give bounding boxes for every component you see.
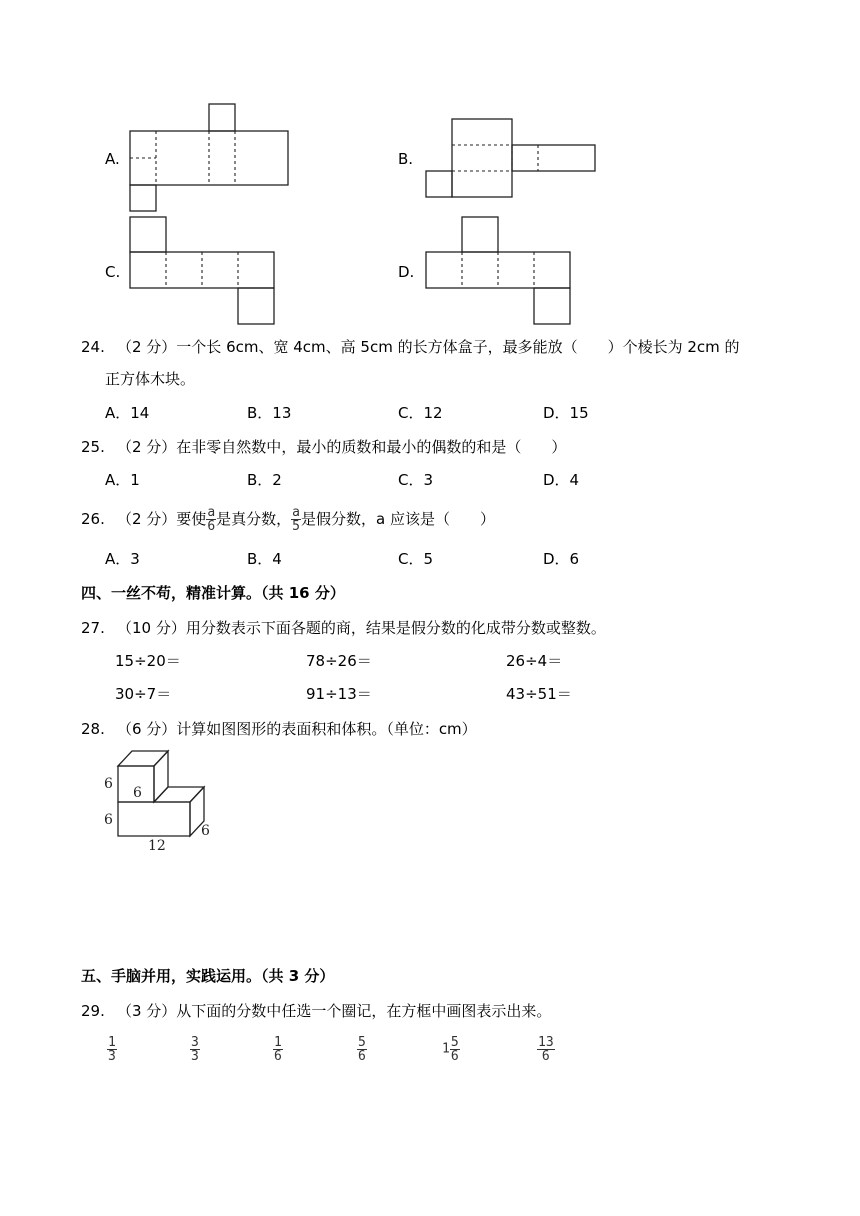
q28-label-bottom: 12 bbox=[148, 838, 166, 854]
q29-fraction-4[interactable]: $\frac{5}{6}$ bbox=[358, 1035, 366, 1064]
q24-number: 24. bbox=[81, 338, 105, 356]
section-5-title: 五、手脑并用，实践运用。（共 3 分） bbox=[81, 967, 335, 985]
q25-option-d[interactable]: D．4 bbox=[543, 471, 580, 489]
q26-fraction-a-over-6: $\frac{a}{6}$ bbox=[207, 505, 216, 534]
q27-item-4: 30÷7＝ bbox=[115, 685, 172, 703]
q26-option-d[interactable]: D．6 bbox=[543, 550, 580, 568]
q29-fraction-6[interactable]: $\frac{13}{6}$ bbox=[538, 1035, 554, 1064]
q26-option-a[interactable]: A．3 bbox=[105, 550, 140, 568]
q26-fraction-a-over-5: $\frac{a}{5}$ bbox=[292, 505, 300, 534]
q25-number: 25. bbox=[81, 438, 105, 456]
q29-fraction-3[interactable]: $\frac{1}{6}$ bbox=[274, 1035, 282, 1064]
q25-option-b[interactable]: B．2 bbox=[247, 471, 282, 489]
q24-option-a[interactable]: A．14 bbox=[105, 404, 150, 422]
q26-option-c[interactable]: C．5 bbox=[398, 550, 434, 568]
q24-text-line2: 正方体木块。 bbox=[105, 370, 196, 388]
q24-option-d[interactable]: D．15 bbox=[543, 404, 589, 422]
q24-option-b[interactable]: B．13 bbox=[247, 404, 292, 422]
q26-number: 26. bbox=[81, 510, 105, 528]
q24-text-line1: （2 分）一个长 6cm、宽 4cm、高 5cm 的长方体盒子，最多能放（ ）个棱长为 2cm 的 bbox=[117, 338, 740, 356]
q25-option-c[interactable]: C．3 bbox=[398, 471, 434, 489]
q28-number: 28. bbox=[81, 720, 105, 738]
q27-item-3: 26÷4＝ bbox=[506, 652, 563, 670]
option-b-label: B. bbox=[398, 150, 414, 168]
q28-label-cube-front: 6 bbox=[133, 785, 142, 801]
q26-option-b[interactable]: B．4 bbox=[247, 550, 282, 568]
q25-option-a[interactable]: A．1 bbox=[105, 471, 140, 489]
option-a-label: A. bbox=[105, 150, 120, 168]
q27-number: 27. bbox=[81, 619, 105, 637]
q26-text-a: （2 分）要使 bbox=[117, 510, 207, 528]
q27-item-5: 91÷13＝ bbox=[306, 685, 372, 703]
q28-label-left-top: 6 bbox=[104, 776, 113, 792]
q29-fraction-2[interactable]: $\frac{3}{3}$ bbox=[191, 1035, 199, 1064]
q29-fraction-1[interactable]: $\frac{1}{3}$ bbox=[108, 1035, 116, 1064]
q28-text: （6 分）计算如图图形的表面积和体积。（单位：cm） bbox=[117, 720, 477, 738]
option-d-label: D. bbox=[398, 263, 415, 281]
q27-item-1: 15÷20＝ bbox=[115, 652, 181, 670]
q29-fraction-5[interactable]: 1 $\frac{5}{6}$ bbox=[442, 1035, 459, 1064]
q24-option-c[interactable]: C．12 bbox=[398, 404, 443, 422]
section-4-title: 四、一丝不苟，精准计算。（共 16 分） bbox=[81, 584, 345, 602]
q27-item-2: 78÷26＝ bbox=[306, 652, 372, 670]
q26-text-b: 是真分数， bbox=[216, 510, 292, 528]
q26-text-c: 是假分数，a 应该是（ ） bbox=[300, 510, 495, 528]
option-c-label: C. bbox=[105, 263, 121, 281]
q28-label-right-side: 6 bbox=[201, 823, 210, 839]
q27-text: （10 分）用分数表示下面各题的商，结果是假分数的化成带分数或整数。 bbox=[117, 619, 606, 637]
q29-text: （3 分）从下面的分数中任选一个圈记，在方框中画图表示出来。 bbox=[117, 1002, 552, 1020]
q27-item-6: 43÷51＝ bbox=[506, 685, 572, 703]
q25-text: （2 分）在非零自然数中，最小的质数和最小的偶数的和是（ ） bbox=[117, 438, 567, 456]
q29-number: 29. bbox=[81, 1002, 105, 1020]
q28-label-left-bottom: 6 bbox=[104, 812, 113, 828]
